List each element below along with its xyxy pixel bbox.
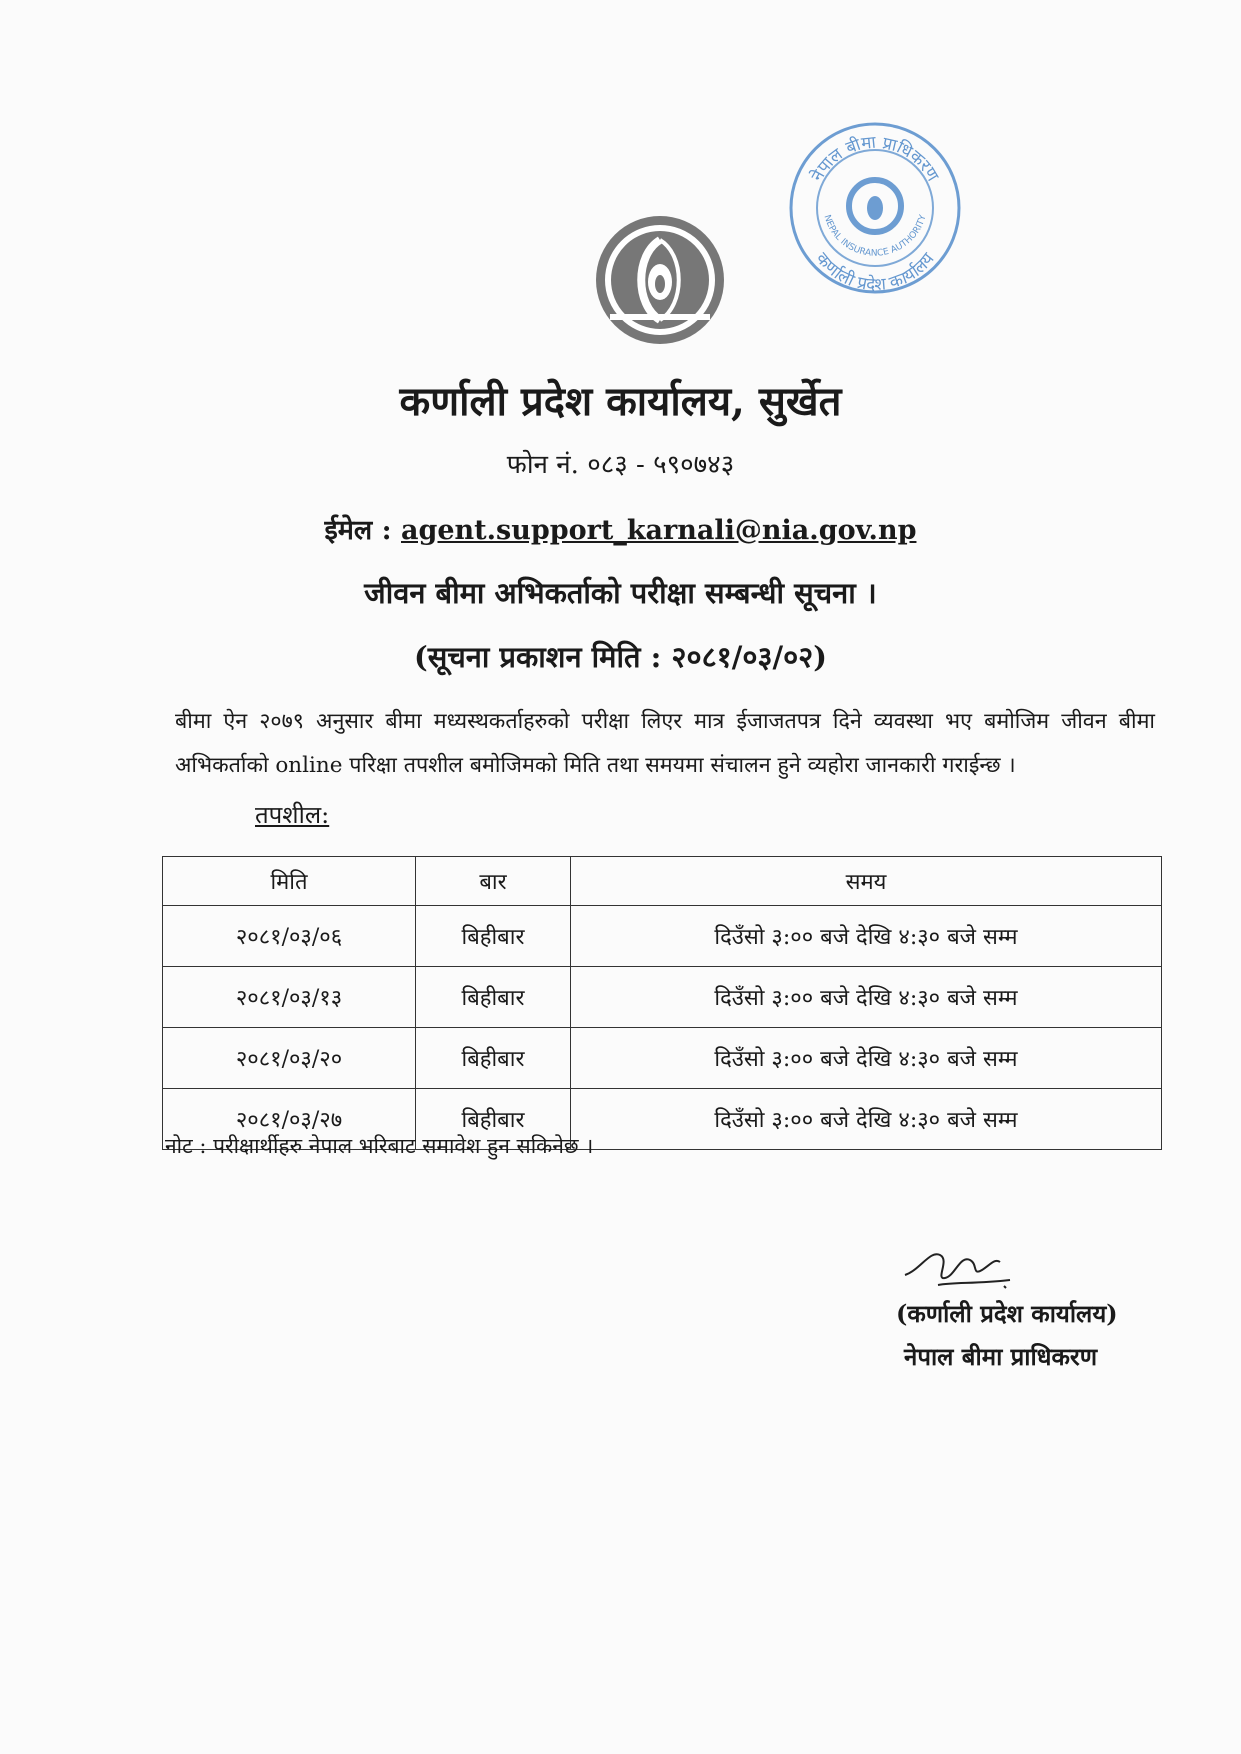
cell-day: बिहीबार [416, 967, 571, 1028]
cell-day: बिहीबार [416, 1089, 571, 1150]
email-label: ईमेल : [324, 515, 401, 546]
cell-date: २०८१/०३/०६ [163, 906, 416, 967]
notice-body: बीमा ऐन २०७९ अनुसार बीमा मध्यस्थकर्ताहरुको परीक्षा लिएर मात्र ईजाजतपत्र दिने व्यवस्था भए बमोजिम जीवन बीमा अभिकर्ताको online परिक्षा तपशील बमोजिमको मिति तथा समयमा संचालन हुने व्यहोरा जानकारी गराईन्छ । [175, 709, 1155, 778]
cell-time: दिउँसो ३:०० बजे देखि ४:३० बजे सम्म [571, 1028, 1162, 1089]
email-line [0, 510, 1241, 547]
table-row [163, 967, 1162, 1028]
header-date: मिति [163, 857, 416, 906]
cell-time: दिउँसो ३:०० बजे देखि ४:३० बजे सम्म [571, 1089, 1162, 1150]
cell-day: बिहीबार [416, 1028, 571, 1089]
details-label: तपशील: [255, 801, 330, 829]
note-text: नोट : परीक्षार्थीहरु नेपाल भरिबाट समावेश हुन सकिनेछ । [165, 1134, 594, 1158]
header-day: बार [416, 857, 571, 906]
publication-date: (सूचना प्रकाशन मिति : २०८१/०३/०२) [414, 640, 827, 674]
header-time: समय [571, 857, 1162, 906]
cell-date: २०८१/०३/२० [163, 1028, 416, 1089]
cell-time: दिउँसो ३:०० बजे देखि ४:३० बजे सम्म [571, 906, 1162, 967]
table-row [163, 1028, 1162, 1089]
seal-text-bottom: कर्णाली प्रदेश कार्यालय [811, 249, 939, 296]
office-title: कर्णाली प्रदेश कार्यालय, सुर्खेत [399, 378, 842, 425]
phone-number: फोन नं. ०८३ - ५९०७४३ [506, 450, 735, 480]
exam-schedule-table [162, 856, 1162, 1150]
seal-text-top: नेपाल बीमा प्राधिकरण [807, 132, 943, 186]
seal-text-middle: NEPAL INSURANCE AUTHORITY [821, 213, 929, 259]
email-link[interactable]: agent.support_karnali@nia.gov.np [401, 515, 917, 546]
official-seal-icon [785, 118, 965, 298]
nia-logo-icon [590, 210, 730, 350]
signature-icon [900, 1240, 1020, 1300]
cell-date: २०८१/०३/१३ [163, 967, 416, 1028]
signatory-office: (कर्णाली प्रदेश कार्यालय) [896, 1299, 1118, 1328]
notice-subject: जीवन बीमा अभिकर्ताको परीक्षा सम्बन्धी सूचना । [364, 576, 877, 610]
cell-date: २०८१/०३/२७ [163, 1089, 416, 1150]
signatory-authority: नेपाल बीमा प्राधिकरण [904, 1342, 1098, 1371]
cell-day: बिहीबार [416, 906, 571, 967]
table-row [163, 906, 1162, 967]
table-header-row [163, 857, 1162, 906]
cell-time: दिउँसो ३:०० बजे देखि ४:३० बजे सम्म [571, 967, 1162, 1028]
